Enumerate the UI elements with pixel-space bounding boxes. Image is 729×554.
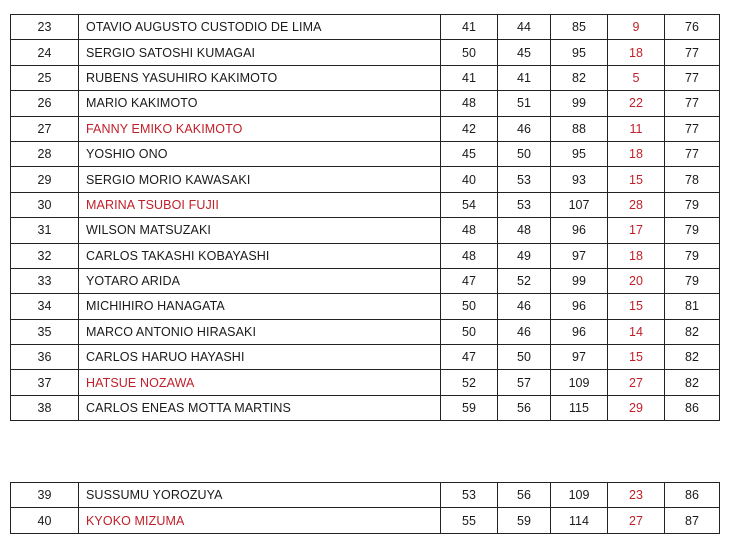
gross-total-cell: 99	[551, 91, 608, 116]
position-cell: 29	[11, 167, 79, 192]
round-1-cell: 59	[441, 395, 498, 420]
gross-total-cell: 82	[551, 65, 608, 90]
player-name-cell: FANNY EMIKO KAKIMOTO	[79, 116, 441, 141]
round-2-cell: 44	[498, 15, 551, 40]
round-2-cell: 45	[498, 40, 551, 65]
round-1-cell: 47	[441, 268, 498, 293]
net-score-cell: 86	[665, 483, 720, 508]
table-row	[11, 116, 720, 141]
position-cell: 24	[11, 40, 79, 65]
position-cell: 27	[11, 116, 79, 141]
round-2-cell: 46	[498, 294, 551, 319]
net-score-cell: 77	[665, 116, 720, 141]
gross-total-cell: 85	[551, 15, 608, 40]
gross-total-cell: 95	[551, 141, 608, 166]
position-cell: 34	[11, 294, 79, 319]
net-score-cell: 79	[665, 192, 720, 217]
round-1-cell: 48	[441, 218, 498, 243]
table-row	[11, 268, 720, 293]
net-score-cell: 77	[665, 91, 720, 116]
net-score-cell: 78	[665, 167, 720, 192]
handicap-cell: 23	[608, 483, 665, 508]
table-row	[11, 370, 720, 395]
table-row	[11, 167, 720, 192]
round-1-cell: 48	[441, 243, 498, 268]
gross-total-cell: 109	[551, 483, 608, 508]
results-table-continued-body	[11, 483, 720, 534]
position-cell: 39	[11, 483, 79, 508]
gross-total-cell: 99	[551, 268, 608, 293]
round-2-cell: 51	[498, 91, 551, 116]
position-cell: 33	[11, 268, 79, 293]
net-score-cell: 79	[665, 268, 720, 293]
player-name-cell: MARCO ANTONIO HIRASAKI	[79, 319, 441, 344]
net-score-cell: 81	[665, 294, 720, 319]
position-cell: 30	[11, 192, 79, 217]
player-name-cell: CARLOS HARUO HAYASHI	[79, 345, 441, 370]
net-score-cell: 77	[665, 40, 720, 65]
player-name-cell: SUSSUMU YOROZUYA	[79, 483, 441, 508]
round-1-cell: 47	[441, 345, 498, 370]
position-cell: 40	[11, 508, 79, 533]
position-cell: 35	[11, 319, 79, 344]
round-2-cell: 59	[498, 508, 551, 533]
table-row	[11, 508, 720, 533]
round-2-cell: 46	[498, 116, 551, 141]
round-2-cell: 50	[498, 345, 551, 370]
player-name-cell: KYOKO MIZUMA	[79, 508, 441, 533]
gross-total-cell: 96	[551, 218, 608, 243]
results-table-continued	[10, 482, 720, 534]
handicap-cell: 17	[608, 218, 665, 243]
round-1-cell: 53	[441, 483, 498, 508]
player-name-cell: MARIO KAKIMOTO	[79, 91, 441, 116]
net-score-cell: 87	[665, 508, 720, 533]
round-2-cell: 57	[498, 370, 551, 395]
handicap-cell: 5	[608, 65, 665, 90]
handicap-cell: 29	[608, 395, 665, 420]
round-2-cell: 50	[498, 141, 551, 166]
player-name-cell: YOSHIO ONO	[79, 141, 441, 166]
round-2-cell: 52	[498, 268, 551, 293]
position-cell: 38	[11, 395, 79, 420]
player-name-cell: CARLOS ENEAS MOTTA MARTINS	[79, 395, 441, 420]
handicap-cell: 14	[608, 319, 665, 344]
handicap-cell: 28	[608, 192, 665, 217]
handicap-cell: 15	[608, 345, 665, 370]
table-row	[11, 395, 720, 420]
position-cell: 28	[11, 141, 79, 166]
round-2-cell: 41	[498, 65, 551, 90]
gross-total-cell: 96	[551, 294, 608, 319]
table-row	[11, 65, 720, 90]
table-row	[11, 345, 720, 370]
round-1-cell: 45	[441, 141, 498, 166]
table-row	[11, 91, 720, 116]
table-row	[11, 141, 720, 166]
net-score-cell: 79	[665, 218, 720, 243]
handicap-cell: 27	[608, 508, 665, 533]
position-cell: 37	[11, 370, 79, 395]
table-row	[11, 243, 720, 268]
table-row	[11, 218, 720, 243]
net-score-cell: 82	[665, 345, 720, 370]
table-row	[11, 294, 720, 319]
results-table	[10, 14, 720, 421]
round-1-cell: 50	[441, 294, 498, 319]
table-row	[11, 40, 720, 65]
table-row	[11, 483, 720, 508]
round-1-cell: 50	[441, 319, 498, 344]
handicap-cell: 18	[608, 40, 665, 65]
gross-total-cell: 107	[551, 192, 608, 217]
round-2-cell: 56	[498, 395, 551, 420]
round-1-cell: 54	[441, 192, 498, 217]
player-name-cell: WILSON MATSUZAKI	[79, 218, 441, 243]
handicap-cell: 11	[608, 116, 665, 141]
gross-total-cell: 115	[551, 395, 608, 420]
position-cell: 26	[11, 91, 79, 116]
net-score-cell: 77	[665, 65, 720, 90]
player-name-cell: SERGIO SATOSHI KUMAGAI	[79, 40, 441, 65]
round-2-cell: 56	[498, 483, 551, 508]
player-name-cell: RUBENS YASUHIRO KAKIMOTO	[79, 65, 441, 90]
round-1-cell: 40	[441, 167, 498, 192]
net-score-cell: 79	[665, 243, 720, 268]
round-2-cell: 48	[498, 218, 551, 243]
net-score-cell: 82	[665, 319, 720, 344]
player-name-cell: SERGIO MORIO KAWASAKI	[79, 167, 441, 192]
gross-total-cell: 93	[551, 167, 608, 192]
handicap-cell: 22	[608, 91, 665, 116]
round-1-cell: 52	[441, 370, 498, 395]
position-cell: 32	[11, 243, 79, 268]
table-row	[11, 192, 720, 217]
gross-total-cell: 109	[551, 370, 608, 395]
table-row	[11, 319, 720, 344]
player-name-cell: HATSUE NOZAWA	[79, 370, 441, 395]
handicap-cell: 18	[608, 243, 665, 268]
round-1-cell: 55	[441, 508, 498, 533]
gross-total-cell: 95	[551, 40, 608, 65]
handicap-cell: 27	[608, 370, 665, 395]
round-2-cell: 46	[498, 319, 551, 344]
results-table-body	[11, 15, 720, 421]
round-2-cell: 53	[498, 192, 551, 217]
handicap-cell: 15	[608, 167, 665, 192]
table-row	[11, 15, 720, 40]
gross-total-cell: 114	[551, 508, 608, 533]
round-2-cell: 49	[498, 243, 551, 268]
player-name-cell: OTAVIO AUGUSTO CUSTODIO DE LIMA	[79, 15, 441, 40]
net-score-cell: 86	[665, 395, 720, 420]
position-cell: 25	[11, 65, 79, 90]
net-score-cell: 77	[665, 141, 720, 166]
round-2-cell: 53	[498, 167, 551, 192]
round-1-cell: 48	[441, 91, 498, 116]
handicap-cell: 9	[608, 15, 665, 40]
round-1-cell: 50	[441, 40, 498, 65]
position-cell: 31	[11, 218, 79, 243]
player-name-cell: YOTARO ARIDA	[79, 268, 441, 293]
player-name-cell: MARINA TSUBOI FUJII	[79, 192, 441, 217]
handicap-cell: 15	[608, 294, 665, 319]
net-score-cell: 82	[665, 370, 720, 395]
position-cell: 23	[11, 15, 79, 40]
handicap-cell: 20	[608, 268, 665, 293]
handicap-cell: 18	[608, 141, 665, 166]
gross-total-cell: 97	[551, 243, 608, 268]
gross-total-cell: 97	[551, 345, 608, 370]
round-1-cell: 42	[441, 116, 498, 141]
position-cell: 36	[11, 345, 79, 370]
net-score-cell: 76	[665, 15, 720, 40]
player-name-cell: MICHIHIRO HANAGATA	[79, 294, 441, 319]
round-1-cell: 41	[441, 15, 498, 40]
gross-total-cell: 96	[551, 319, 608, 344]
round-1-cell: 41	[441, 65, 498, 90]
player-name-cell: CARLOS TAKASHI KOBAYASHI	[79, 243, 441, 268]
gross-total-cell: 88	[551, 116, 608, 141]
